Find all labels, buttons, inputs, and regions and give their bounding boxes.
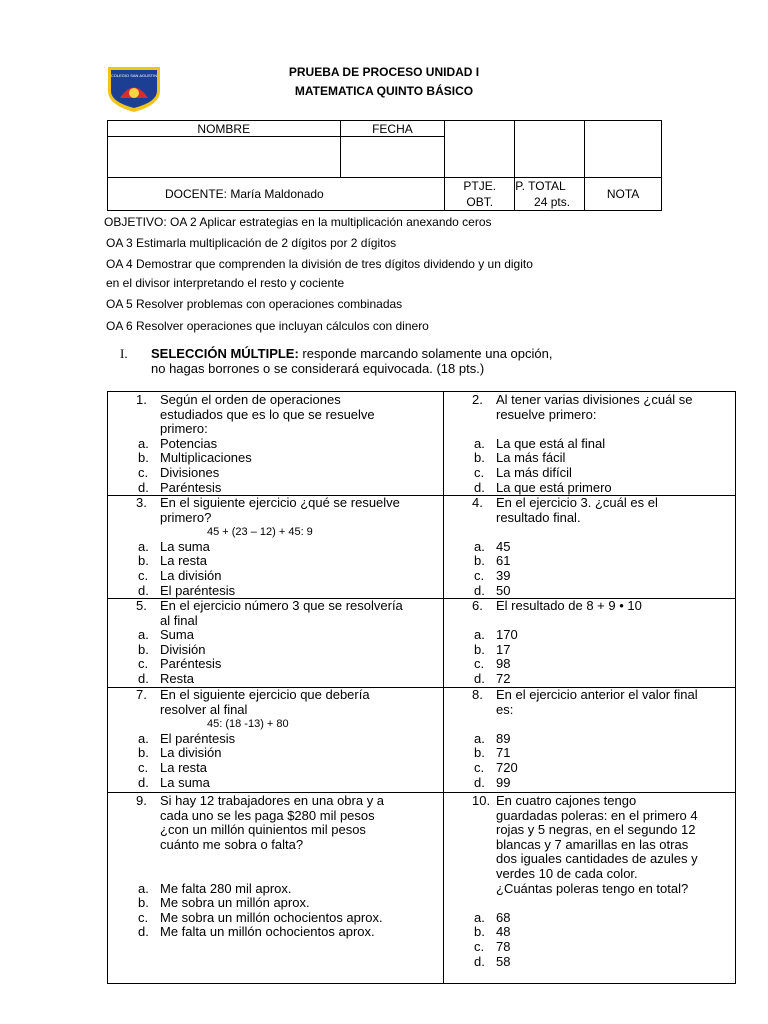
questions-grid <box>107 391 736 984</box>
option-letter: d. <box>138 670 149 686</box>
option-b[interactable] <box>444 746 736 761</box>
option-letter: c. <box>138 759 149 775</box>
question-1 <box>108 393 443 495</box>
option-text: La resta <box>160 759 207 775</box>
option-letter: b. <box>474 641 485 657</box>
option-text: 48 <box>496 924 511 940</box>
option-text: 39 <box>496 567 511 583</box>
option-text: La división <box>160 745 222 761</box>
option-a[interactable] <box>444 911 736 926</box>
option-text: La que está al final <box>496 435 606 451</box>
nombre-label: NOMBRE <box>108 121 341 137</box>
option-text: 68 <box>496 909 511 925</box>
option-letter: d. <box>474 670 485 686</box>
option-c[interactable] <box>108 657 443 672</box>
option-a[interactable] <box>108 882 443 897</box>
option-b[interactable] <box>444 643 736 658</box>
option-d[interactable] <box>444 481 736 496</box>
option-letter: b. <box>474 553 485 569</box>
option-text: 71 <box>496 745 511 761</box>
option-d[interactable] <box>108 925 443 940</box>
option-d[interactable] <box>444 672 736 687</box>
objective-oa5: OA 5 Resolver problemas con operaciones combinadas <box>106 297 403 311</box>
question-text <box>444 393 736 422</box>
question-6 <box>444 599 736 687</box>
option-c[interactable] <box>444 940 736 955</box>
option-text: Me falta un millón ochocientos aprox. <box>160 924 375 940</box>
option-text: La suma <box>160 538 210 554</box>
question-line: ¿con un millón quinientos mil pesos <box>160 822 366 838</box>
option-text: 98 <box>496 656 511 672</box>
option-a[interactable] <box>108 540 443 555</box>
option-c[interactable] <box>108 569 443 584</box>
option-text: La más difícil <box>496 464 572 480</box>
option-letter: d. <box>138 924 149 940</box>
question-line: rojas y 5 negras, en el segundo 12 <box>496 822 696 838</box>
question-line: El resultado de 8 + 9 • 10 <box>496 598 642 613</box>
option-letter: d. <box>138 479 149 495</box>
option-letter: b. <box>474 745 485 761</box>
question-number: 2. <box>472 392 483 407</box>
question-9 <box>108 794 443 940</box>
question-text <box>444 599 736 614</box>
option-text: Me sobra un millón ochocientos aprox. <box>160 909 383 925</box>
question-line: resuelve primero: <box>496 406 597 422</box>
question-3 <box>108 496 443 598</box>
question-text <box>444 496 736 525</box>
ptje-obt-line1: PTJE. <box>463 179 497 193</box>
option-text: Suma <box>160 627 194 643</box>
option-text: La más fácil <box>496 450 566 466</box>
option-letter: a. <box>474 730 485 746</box>
question-number: 6. <box>472 598 483 613</box>
option-letter: d. <box>474 479 485 495</box>
option-text: Paréntesis <box>160 479 222 495</box>
p-total-line2: 24 pts. <box>534 195 571 209</box>
option-letter: a. <box>138 880 149 896</box>
question-line: En el siguiente ejercicio ¿qué se resuelve <box>160 495 400 510</box>
question-line: cada uno se les paga $280 mil pesos <box>160 807 375 823</box>
question-5 <box>108 599 443 687</box>
option-d[interactable] <box>108 584 443 599</box>
option-d[interactable] <box>108 481 443 496</box>
question-line: primero? <box>160 509 212 525</box>
option-b[interactable] <box>108 896 443 911</box>
question-formula: 45: (18 -13) + 80 <box>207 718 289 731</box>
option-text: División <box>160 641 206 657</box>
option-letter: b. <box>474 450 485 466</box>
option-b[interactable] <box>444 451 736 466</box>
option-text: La resta <box>160 553 207 569</box>
question-line: cuánto me sobra o falta? <box>160 836 304 852</box>
option-letter: a. <box>138 538 149 554</box>
option-letter: a. <box>138 627 149 643</box>
option-text: 58 <box>496 953 511 969</box>
question-line: ¿Cuántas poleras tengo en total? <box>496 880 689 896</box>
option-d[interactable] <box>444 955 736 970</box>
question-line: En el ejercicio anterior el valor final <box>496 687 698 702</box>
section-roman-numeral: I. <box>120 346 128 361</box>
question-text <box>108 688 443 717</box>
question-number: 3. <box>136 495 147 510</box>
option-letter: c. <box>474 656 485 672</box>
option-text: El paréntesis <box>160 582 236 598</box>
option-letter: c. <box>474 938 485 954</box>
option-b[interactable] <box>108 451 443 466</box>
p-total-line1: P. TOTAL <box>515 179 566 193</box>
option-text: Multiplicaciones <box>160 450 252 466</box>
option-letter: c. <box>138 567 149 583</box>
option-d[interactable] <box>444 776 736 791</box>
option-text: El paréntesis <box>160 730 236 746</box>
option-text: Me sobra un millón aprox. <box>160 895 310 911</box>
option-letter: b. <box>138 895 149 911</box>
objective-oa3: OA 3 Estimarla multiplicación de 2 dígitos por 2 dígitos <box>106 236 397 250</box>
question-line: resolver al final <box>160 701 248 717</box>
option-text: La división <box>160 567 222 583</box>
question-number: 8. <box>472 687 483 702</box>
option-a[interactable] <box>108 628 443 643</box>
option-letter: a. <box>474 435 485 451</box>
p-total-box <box>515 121 585 178</box>
option-text: 17 <box>496 641 511 657</box>
question-text <box>108 496 443 525</box>
option-letter: b. <box>138 745 149 761</box>
option-letter: c. <box>138 909 149 925</box>
option-b[interactable] <box>444 554 736 569</box>
option-letter: d. <box>474 953 485 969</box>
option-text: 89 <box>496 730 511 746</box>
option-a[interactable] <box>444 628 736 643</box>
option-c[interactable] <box>444 657 736 672</box>
question-line: es: <box>496 701 514 717</box>
option-c[interactable] <box>444 761 736 776</box>
question-line: dos iguales cantidades de azules y <box>496 851 698 867</box>
question-line: Al tener varias divisiones ¿cuál se <box>496 392 693 407</box>
question-line: Si hay 12 trabajadores en una obra y a <box>160 793 385 808</box>
nombre-field[interactable] <box>108 137 341 178</box>
option-c[interactable] <box>444 466 736 481</box>
option-b[interactable] <box>108 554 443 569</box>
ptje-obt-line2: OBT. <box>466 195 494 209</box>
p-total-label <box>515 178 585 211</box>
option-text: 99 <box>496 774 511 790</box>
question-line: En el ejercicio número 3 que se resolvería <box>160 598 403 613</box>
objective-oa6: OA 6 Resolver operaciones que incluyan cálculos con dinero <box>106 319 429 333</box>
fecha-field[interactable] <box>340 137 445 178</box>
question-text <box>108 794 443 852</box>
option-letter: b. <box>138 641 149 657</box>
option-d[interactable] <box>108 672 443 687</box>
option-letter: a. <box>474 538 485 554</box>
option-c[interactable] <box>444 569 736 584</box>
option-letter: c. <box>138 656 149 672</box>
option-c[interactable] <box>108 761 443 776</box>
nota-box[interactable] <box>585 121 662 178</box>
option-letter: c. <box>474 464 485 480</box>
option-text: 61 <box>496 553 511 569</box>
option-b[interactable] <box>108 746 443 761</box>
test-title: PRUEBA DE PROCESO UNIDAD I <box>288 65 480 79</box>
question-line: guardadas poleras: en el primero 4 <box>496 807 698 823</box>
option-text: La suma <box>160 774 210 790</box>
option-d[interactable] <box>444 584 736 599</box>
option-c[interactable] <box>108 466 443 481</box>
question-line: En el siguiente ejercicio que debería <box>160 687 370 702</box>
option-text: La que está primero <box>496 479 612 495</box>
ptje-obt-box[interactable] <box>445 121 515 178</box>
question-number: 1. <box>136 392 147 407</box>
option-letter: a. <box>138 730 149 746</box>
fecha-label: FECHA <box>340 121 445 137</box>
question-2 <box>444 393 736 495</box>
option-letter: d. <box>474 582 485 598</box>
option-letter: c. <box>474 567 485 583</box>
section-instruction-2: no hagas borrones o se considerará equivocada. (18 pts.) <box>151 361 485 376</box>
option-b[interactable] <box>444 925 736 940</box>
option-letter: d. <box>138 582 149 598</box>
option-letter: a. <box>474 627 485 643</box>
option-text: Paréntesis <box>160 656 222 672</box>
objective-oa4: OA 4 Demostrar que comprenden la división de tres dígitos dividendo y un digito <box>106 257 533 271</box>
subject-title: MATEMATICA QUINTO BÁSICO <box>294 84 474 98</box>
question-line: estudiados que es lo que se resuelve <box>160 406 375 422</box>
option-text: 72 <box>496 670 511 686</box>
question-line: Según el orden de operaciones <box>160 392 341 407</box>
question-text <box>108 393 443 437</box>
question-10 <box>444 794 736 969</box>
question-line: resultado final. <box>496 509 581 525</box>
question-text <box>444 688 736 717</box>
question-line: verdes 10 de cada color. <box>496 865 638 881</box>
question-8 <box>444 688 736 790</box>
option-a[interactable] <box>108 437 443 452</box>
option-a[interactable] <box>444 540 736 555</box>
option-letter: c. <box>474 759 485 775</box>
question-line: blancas y 7 amarillas en las otras <box>496 836 689 852</box>
question-number: 10. <box>472 793 491 808</box>
option-letter: a. <box>474 909 485 925</box>
option-text: Resta <box>160 670 194 686</box>
question-number: 4. <box>472 495 483 510</box>
question-number: 7. <box>136 687 147 702</box>
option-letter: c. <box>138 464 149 480</box>
objective-oa2: OBJETIVO: OA 2 Aplicar estrategias en la multiplicación anexando ceros <box>104 215 492 229</box>
option-d[interactable] <box>108 776 443 791</box>
ptje-obt-label <box>445 178 515 211</box>
objective-oa4-cont: en el divisor interpretando el resto y cociente <box>106 276 345 290</box>
student-info-table <box>107 120 662 211</box>
option-text: Potencias <box>160 435 218 451</box>
option-text: Me falta 280 mil aprox. <box>160 880 292 896</box>
option-letter: a. <box>138 435 149 451</box>
section-heading: SELECCIÓN MÚLTIPLE: <box>151 346 299 361</box>
option-text: 78 <box>496 938 511 954</box>
option-a[interactable] <box>444 732 736 747</box>
seal-text: COLEGIO SAN AGUSTIN <box>110 73 158 78</box>
option-letter: d. <box>474 774 485 790</box>
option-text: 50 <box>496 582 511 598</box>
option-text: 45 <box>496 538 511 554</box>
option-a[interactable] <box>444 437 736 452</box>
option-letter: b. <box>138 450 149 466</box>
question-text <box>108 599 443 628</box>
question-line: En el ejercicio 3. ¿cuál es el <box>496 495 658 510</box>
question-text <box>444 794 736 896</box>
question-number: 5. <box>136 598 147 613</box>
question-4 <box>444 496 736 598</box>
option-letter: d. <box>138 774 149 790</box>
question-line: al final <box>160 612 198 628</box>
option-text: 720 <box>496 759 518 775</box>
docente-label: DOCENTE: María Maldonado <box>108 178 445 211</box>
option-c[interactable] <box>108 911 443 926</box>
option-text: 170 <box>496 627 518 643</box>
question-7 <box>108 688 443 790</box>
question-formula: 45 + (23 – 12) + 45: 9 <box>207 526 313 539</box>
option-letter: b. <box>474 924 485 940</box>
question-line: En cuatro cajones tengo <box>496 793 637 808</box>
question-number: 9. <box>136 793 147 808</box>
question-line: primero: <box>160 421 208 437</box>
nota-label: NOTA <box>585 178 662 211</box>
option-letter: b. <box>138 553 149 569</box>
section-instruction-1: responde marcando solamente una opción, <box>298 346 553 361</box>
option-text: Divisiones <box>160 464 220 480</box>
option-b[interactable] <box>108 643 443 658</box>
option-a[interactable] <box>108 732 443 747</box>
